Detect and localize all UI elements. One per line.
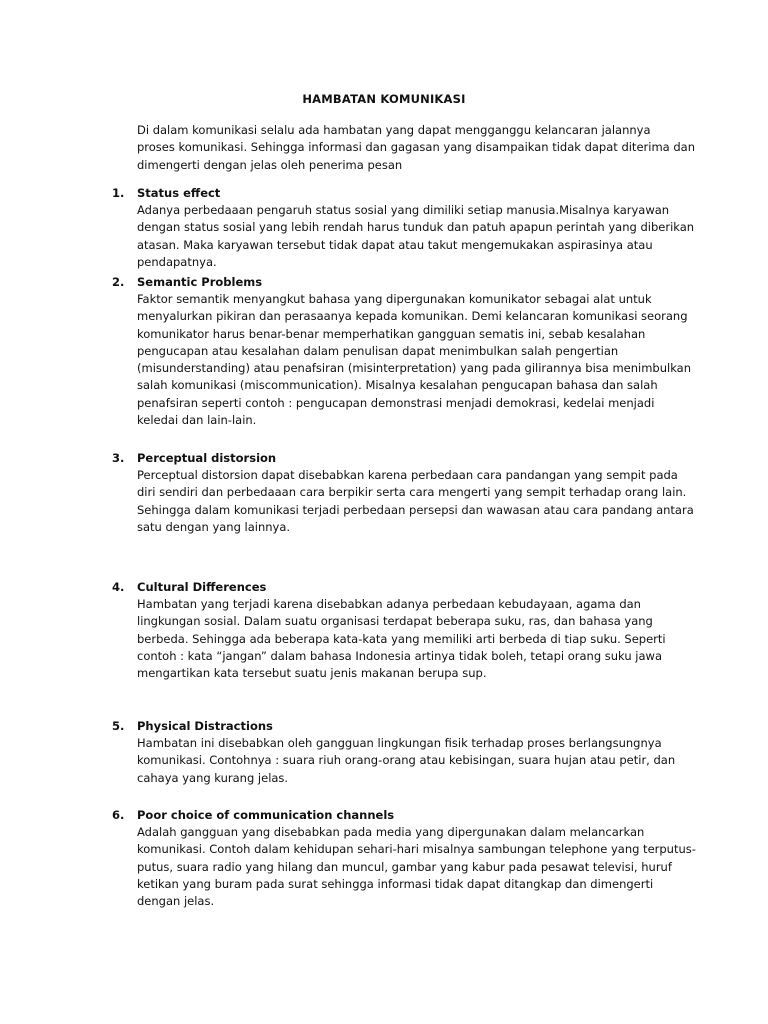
section-heading xyxy=(112,450,682,467)
section-number: 4. xyxy=(112,580,125,594)
body-line: berbeda. Sehingga ada beberapa kata-kata yang memiliki arti berbeda di tiap suku. Seperti xyxy=(137,631,666,646)
section-title: Poor choice of communication channels xyxy=(137,808,395,822)
section-number: 3. xyxy=(112,451,125,465)
section-number: 5. xyxy=(112,719,125,733)
body-line: cahaya yang kurang jelas. xyxy=(137,770,289,785)
section-title: Status effect xyxy=(137,186,221,200)
body-line: Adanya perbedaaan pengaruh status sosial yang dimiliki setiap manusia.Misalnya karyawan xyxy=(137,203,670,217)
body-line: keledai dan lain-lain. xyxy=(137,413,257,428)
body-line: pengucapan atau kesalahan dalam penulisan dapat menimbulkan salah pengertian xyxy=(137,343,619,358)
section-title: Semantic Problems xyxy=(137,275,263,289)
section-heading xyxy=(112,274,682,291)
section-perceptual-distorsion xyxy=(112,450,694,536)
document-title: HAMBATAN KOMUNIKASI xyxy=(302,92,466,106)
body-line: Hambatan ini disebabkan oleh gangguan lingkungan fisik terhadap proses berlangsungnya xyxy=(137,736,662,750)
body-line: satu dengan yang lainnya. xyxy=(137,519,291,534)
section-title: Physical Distractions xyxy=(137,719,273,733)
section-heading xyxy=(112,718,682,735)
body-line: dengan jelas. xyxy=(137,894,215,909)
intro-line: proses komunikasi. Sehingga informasi dan gagasan yang disampaikan tidak dapat diterima dan xyxy=(137,140,695,155)
section-body xyxy=(137,824,696,910)
body-line: dengan status sosial yang lebih rendah harus tunduk dan patuh apapun perintah yang diberikan xyxy=(137,220,695,235)
body-line: pendapatnya. xyxy=(137,254,217,269)
intro-line: Di dalam komunikasi selalu ada hambatan yang dapat mengganggu kelancaran jalannya xyxy=(137,123,651,137)
body-line: komunikasi. Contohnya : suara riuh orang-orang atau kebisingan, suara hujan atau petir, dan xyxy=(137,753,676,768)
section-number: 6. xyxy=(112,808,125,822)
section-semantic-problems xyxy=(112,274,691,429)
section-heading xyxy=(112,807,682,824)
body-line: putus, suara radio yang hilang dan muncul, gambar yang kabur pada pesawat televisi, huruf xyxy=(137,859,672,874)
section-poor-choice-channels xyxy=(112,807,696,910)
body-line: penafsiran seperti contoh : pengucapan demonstrasi menjadi demokrasi, kedelai menjadi xyxy=(137,395,655,410)
section-heading xyxy=(112,185,682,202)
body-line: lingkungan sosial. Dalam suatu organisasi terdapat beberapa suku, ras, dan bahasa yang xyxy=(137,614,653,629)
section-status-effect xyxy=(112,185,695,271)
section-body xyxy=(137,467,694,536)
body-line: salah komunikasi (miscommunication). Misalnya kesalahan pengucapan bahasa dan salah xyxy=(137,378,658,393)
section-physical-distractions xyxy=(112,718,682,787)
body-line: mengartikan kata tersebut suatu jenis makanan berupa sup. xyxy=(137,666,487,681)
body-line: Sehingga dalam komunikasi terjadi perbedaan persepsi dan wawasan atau cara pandang antara xyxy=(137,502,694,517)
body-line: komunikator harus benar-benar memperhatikan gangguan sematis ini, sebab kesalahan xyxy=(137,326,646,341)
body-line: Hambatan yang terjadi karena disebabkan adanya perbedaan kebudayaan, agama dan xyxy=(137,597,641,611)
body-line: contoh : kata “jangan” dalam bahasa Indonesia artinya tidak boleh, tetapi orang suku jawa xyxy=(137,648,663,663)
body-line: Perceptual distorsion dapat disebabkan karena perbedaan cara pandangan yang sempit pada xyxy=(137,468,678,482)
body-line: menyalurkan pikiran dan perasaanya kepada komunikan. Demi kelancaran komunikasi seorang xyxy=(137,309,688,324)
body-line: diri sendiri dan perbedaaan cara berpikir serta cara mengerti yang sempit terhadap orang lain. xyxy=(137,485,687,500)
body-line: Faktor semantik menyangkut bahasa yang dipergunakan komunikator sebagai alat untuk xyxy=(137,292,652,306)
section-number: 2. xyxy=(112,275,125,289)
body-line: (misunderstanding) atau penafsiran (misinterpretation) yang pada gilirannya bisa menimbulkan xyxy=(137,361,691,376)
section-number: 1. xyxy=(112,186,125,200)
body-line: komunikasi. Contoh dalam kehidupan sehari-hari misalnya sambungan telephone yang terputus- xyxy=(137,842,696,857)
body-line: atasan. Maka karyawan tersebut tidak dapat atau takut mengemukakan aspirasinya atau xyxy=(137,237,653,252)
section-title: Cultural Differences xyxy=(137,580,267,594)
body-line: Adalah gangguan yang disebabkan pada media yang dipergunakan dalam melancarkan xyxy=(137,825,645,839)
section-body xyxy=(137,735,682,787)
section-body xyxy=(137,596,682,682)
section-body xyxy=(137,291,691,429)
section-cultural-differences xyxy=(112,579,682,682)
intro-paragraph xyxy=(137,122,695,174)
section-heading xyxy=(112,579,682,596)
body-line: ketikan yang buram pada surat sehingga informasi tidak dapat ditangkap dan dimengerti xyxy=(137,876,654,891)
section-title: Perceptual distorsion xyxy=(137,451,277,465)
intro-line: dimengerti dengan jelas oleh penerima pesan xyxy=(137,157,403,172)
section-body xyxy=(137,202,695,271)
